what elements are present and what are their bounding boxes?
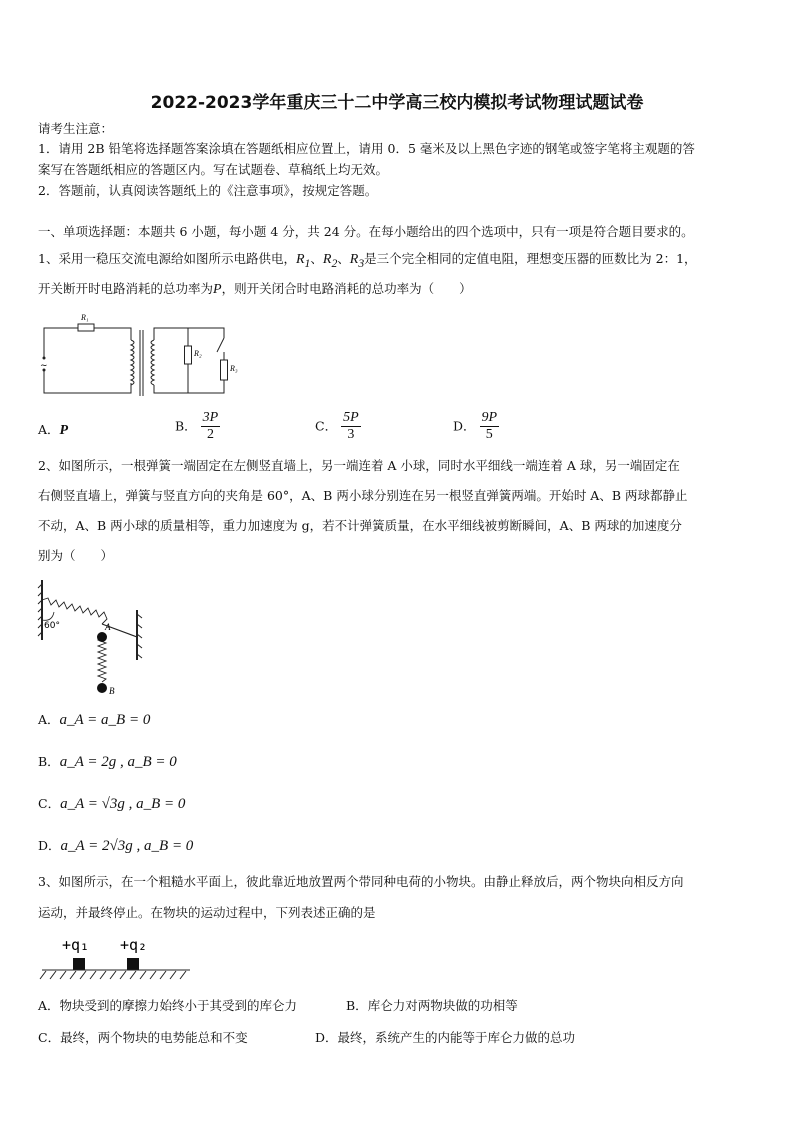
q2-option-b-expr: a_A = 2g , a_B = 0 [59,754,177,770]
q2-option-c[interactable]: C．a_A = √3g , a_B = 0 [38,796,186,812]
q3-block-q1 [73,958,85,970]
notice-item-1-cont: 案写在答题纸相应的答题区内。写在试题卷、草稿纸上均无效。 [38,162,389,177]
notice-item-1: 1．请用 2B 铅笔将选择题答案涂填在答题纸相应位置上，请用 0．5 毫米及以上黑色字迹的钢笔或签字笔将主观题的答 [38,141,695,156]
q2-vertical-spring [98,637,106,682]
q2-stem-line3: 不动，A、B 两小球的质量相等，重力加速度为 g，若不计弹簧质量，在水平细线被剪断瞬间，A、B 两球的加速度分 [38,518,682,533]
q2-spring-diagram [36,578,146,703]
q3-option-c[interactable]: C．最终，两个物块的电势能总和不变 [38,1030,248,1045]
q3-option-b[interactable]: B．库仑力对两物块做的功相等 [346,998,518,1013]
q2-label-a: A [105,622,111,632]
q2-stem-line2: 右侧竖直墙上，弹簧与竖直方向的夹角是 60°，A、B 两小球分别连在另一根竖直弹簧两端。开始时 A、B 两球都静止 [38,488,688,503]
q1-circuit-diagram [36,308,251,403]
q1-label-r3: R₃ [230,364,238,373]
q3-label-q2: +q₂ [120,936,148,954]
q1-source-symbol: ~ [40,361,48,371]
q3-block-q2 [127,958,139,970]
q3-stem-line2: 运动，并最终停止。在物块的运动过程中，下列表述正确的是 [38,905,376,920]
q2-stem-line1: 2、如图所示，一根弹簧一端固定在左侧竖直墙上，另一端连着 A 小球，同时水平细线一端连着 A 球，另一端固定在 [38,458,680,473]
q2-stem-line4: 别为（ ） [38,548,114,563]
q2-option-a[interactable]: A．a_A = a_B = 0 [38,712,151,728]
notice-item-2: 2．答题前，认真阅读答题纸上的《注意事项》，按规定答题。 [38,183,378,198]
q3-option-a[interactable]: A．物块受到的摩擦力始终小于其受到的库仑力 [38,998,298,1013]
q3-label-q1: +q₁ [62,936,90,954]
q2-option-a-expr: a_A = a_B = 0 [59,712,151,728]
q1-resistor-r1 [78,324,94,331]
q1-option-b[interactable]: B． $\frac{3P}{2}$ [175,410,219,442]
q1-stem-line1: 1、采用一稳压交流电源给如图所示电路供电，$R_1$、$R_2$、$R_3$是三个完全相同的定值电阻，理想变压器的匝数比为 2：1， [38,251,697,270]
q1-option-d[interactable]: D． $\frac{9P}{5}$ [453,410,498,442]
q2-angle-label: 60° [44,621,60,631]
q3-charges-diagram [40,930,200,985]
q3-option-d[interactable]: D．最终，系统产生的内能等于库仑力做的总功 [315,1030,576,1045]
section-heading: 一、单项选择题：本题共 6 小题，每小题 4 分，共 24 分。在每小题给出的四个选项中，只有一项是符合题目要求的。 [38,224,694,239]
q2-angle-arc [42,612,54,620]
q3-stem-line1: 3、如图所示，在一个粗糙水平面上，彼此靠近地放置两个带同种电荷的小物块。由静止释放后，两个物块向相反方向 [38,874,684,889]
q2-ball-a [97,632,107,642]
q2-label-b: B [109,686,115,696]
q2-option-c-expr: a_A = √3g , a_B = 0 [60,796,186,812]
q1-label-r1: R₁ [81,313,89,322]
q1-switch [217,338,224,352]
q1-label-r2: R₂ [194,349,202,358]
notice-heading: 请考生注意： [38,121,114,136]
q1-resistor-r2 [185,346,192,364]
q2-option-b[interactable]: B．a_A = 2g , a_B = 0 [38,754,177,770]
q1-option-a[interactable]: A．P [38,422,69,438]
q1-resistor-r3 [221,360,228,380]
q1-option-c[interactable]: C． $\frac{5P}{3}$ [315,410,359,442]
page-title: 2022-2023学年重庆三十二中学高三校内模拟考试物理试题试卷 [150,93,644,113]
q2-ball-b [97,683,107,693]
q2-option-d-expr: a_A = 2√3g , a_B = 0 [60,838,194,854]
q1-stem-line2: 开关断开时电路消耗的总功率为P，则开关闭合时电路消耗的总功率为（ ） [38,281,472,297]
q2-option-d[interactable]: D．a_A = 2√3g , a_B = 0 [38,838,194,854]
